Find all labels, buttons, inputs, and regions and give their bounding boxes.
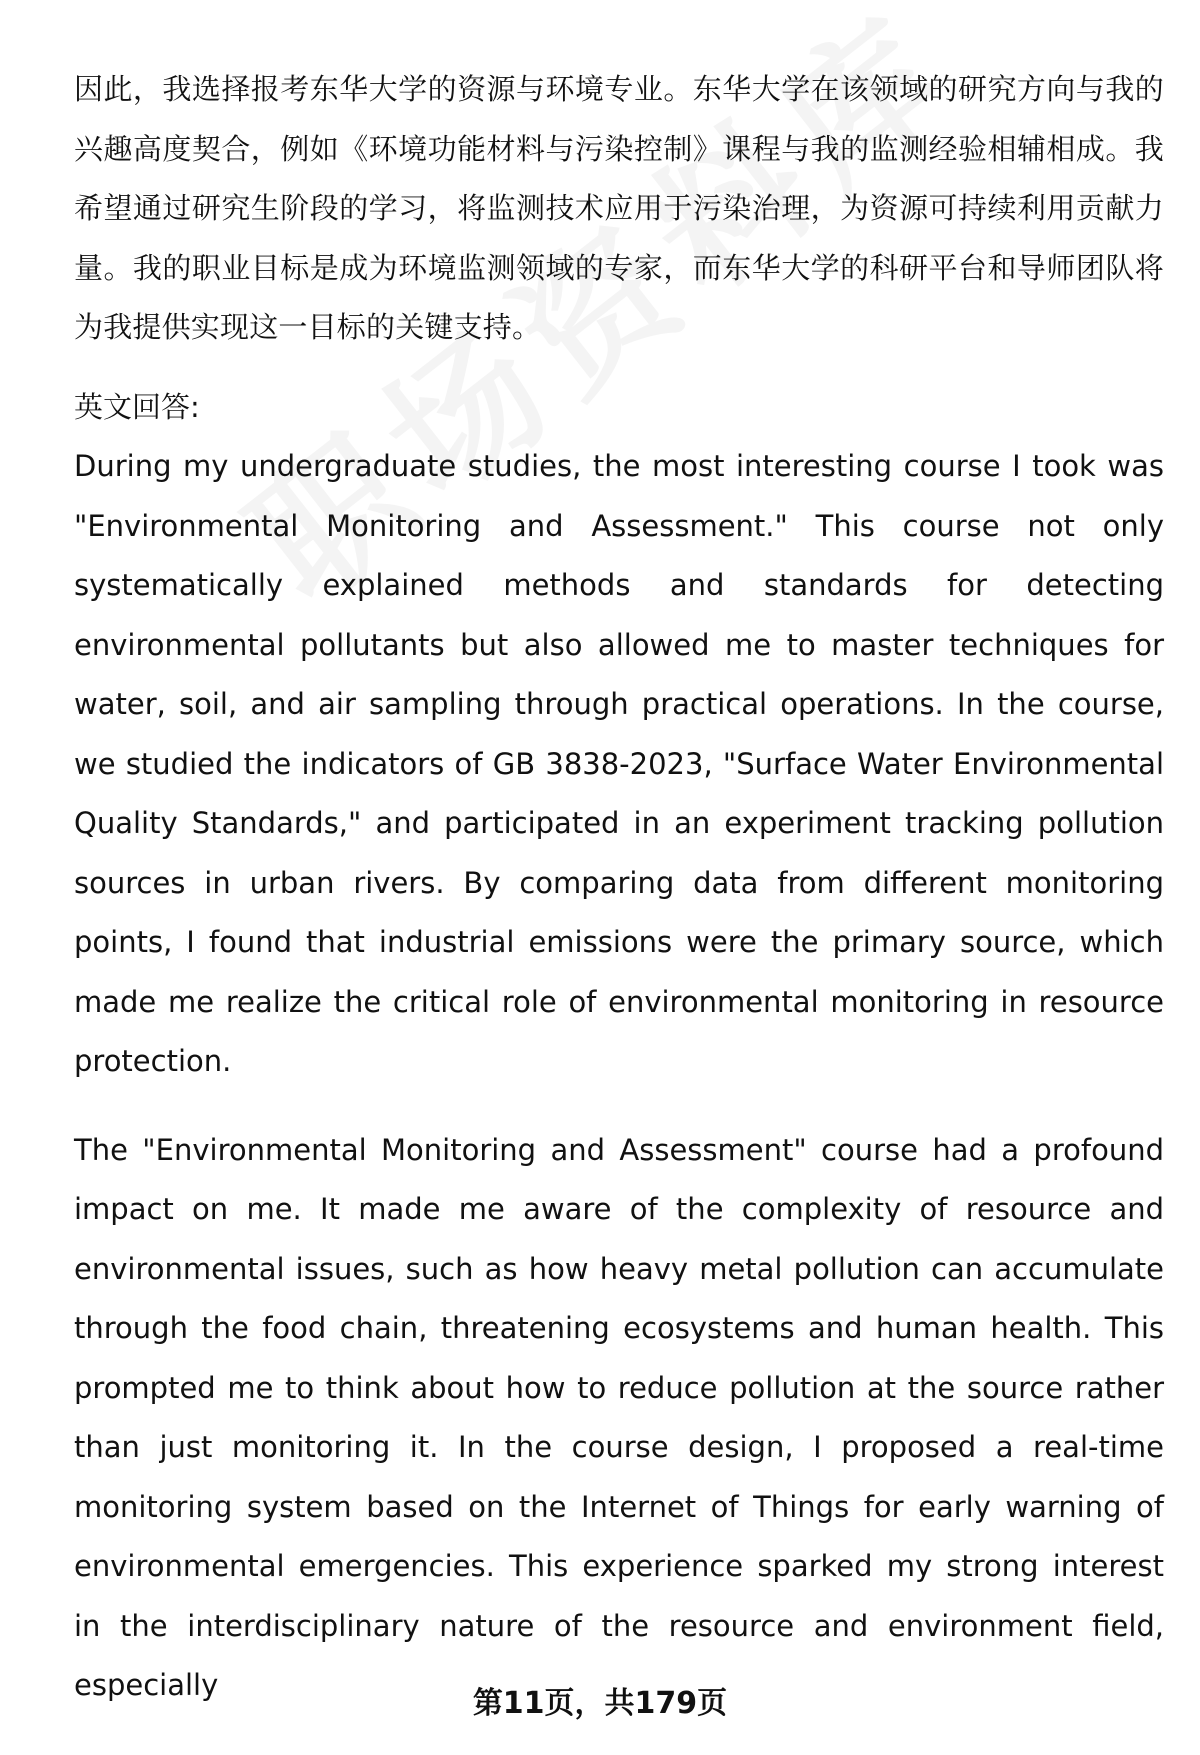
paragraph-chinese-intro: 因此，我选择报考东华大学的资源与环境专业。东华大学在该领域的研究方向与我的兴趣高度契合，例如《环境功能材料与污染控制》课程与我的监测经验相辅相成。我希望通过研究生阶段的学习，将监测技术应用于污染治理，为资源可持续利用贡献力量。我的职业目标是成为环境监测领域的专家，而东华大学的科研平台和导师团队将为我提供实现这一目标的关键支持。 [74, 72, 1164, 344]
document-body [74, 60, 1164, 1716]
paragraph-english-2: The "Environmental Monitoring and Assessment" course had a profound impact on me. It made me aware of the complexity of resource and environmental issues, such as how heavy metal pollution can accumulate through the food chain, threatening ecosystems and human health. This prompted me to think about how to reduce pollution at the source rather than just monitoring it. In the course design, I proposed a real-time monitoring system based on the Internet of Things for early warning of environmental emergencies. This experience sparked my strong interest in the interdisciplinary nature of the resource and environment field, especially [74, 1132, 1164, 1702]
english-answer-heading: 英文回答: [74, 389, 200, 424]
page-number-footer: 第11页，共179页 [472, 1686, 728, 1721]
paragraph-english-1: During my undergraduate studies, the most interesting course I took was "Environmental Monitoring and Assessment." This course not only systematically explained methods and standards for detecting environmental pollutants but also allowed me to master techniques for water, soil, and air sampling through practical operations. In the course, we studied the indicators of GB 3838-2023, "Surface Water Environmental Quality Standards," and participated in an experiment tracking pollution sources in urban rivers. By comparing data from different monitoring points, I found that industrial emissions were the primary source, which made me realize the critical role of environmental monitoring in resource protection. [74, 449, 1164, 1078]
